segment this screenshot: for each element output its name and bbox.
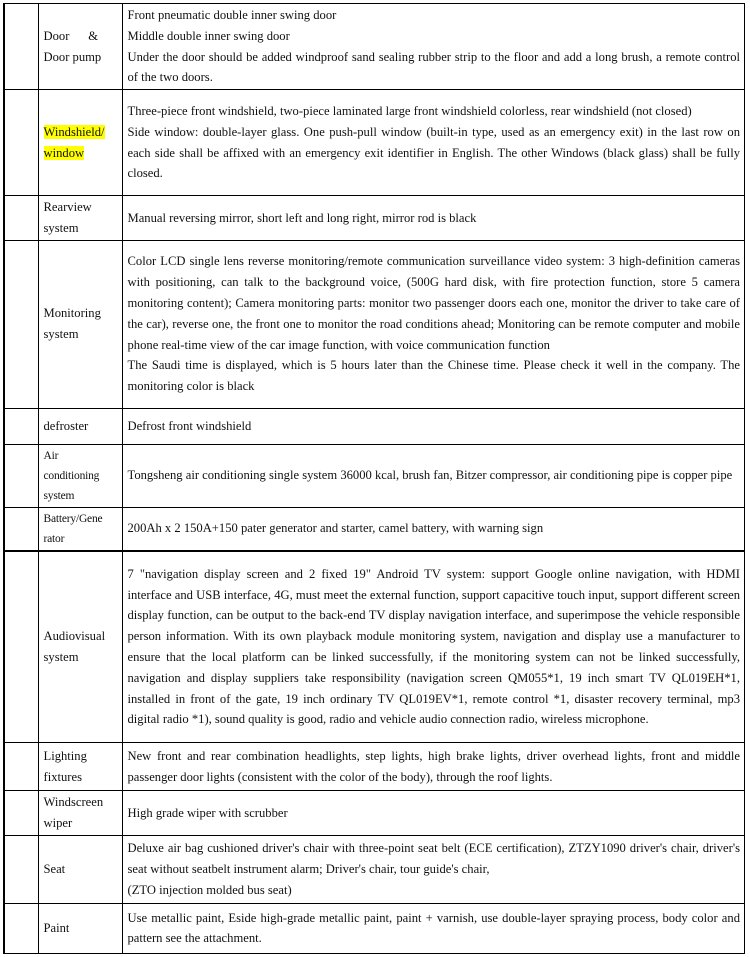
row-content <box>122 743 745 791</box>
row-content <box>122 791 745 836</box>
row-label-line: Seat <box>43 861 66 876</box>
table-row <box>4 903 745 953</box>
row-label-line: Monitoring <box>43 306 101 321</box>
row-gutter <box>4 743 38 791</box>
row-content <box>122 196 745 241</box>
row-label <box>38 444 122 507</box>
row-label-line: Audiovisual <box>43 629 106 644</box>
content-paragraph: Defrost front windshield <box>127 418 252 433</box>
row-gutter <box>4 551 38 743</box>
row-label-line: rator <box>43 532 65 545</box>
row-content <box>122 240 745 408</box>
content-paragraph: Under the door should be added windproof sand sealing rubber strip to the floor and add a long brush, a remote control of the two doors. <box>127 49 740 85</box>
row-label <box>38 90 122 196</box>
row-content <box>122 408 745 444</box>
table-row <box>4 835 745 903</box>
row-label-line: system <box>43 650 79 665</box>
row-label-line: Paint <box>43 920 70 935</box>
row-gutter <box>4 444 38 507</box>
row-label <box>38 835 122 903</box>
row-label-line: system <box>43 489 75 502</box>
table-row <box>4 240 745 408</box>
row-content <box>122 90 745 196</box>
row-gutter <box>4 4 38 90</box>
row-label-line: wiper <box>43 816 73 831</box>
row-content <box>122 444 745 507</box>
row-label-line: fixtures <box>43 769 82 784</box>
row-label-line: Windscreen <box>43 795 104 810</box>
content-paragraph: 200Ah x 2 150A+150 pater generator and starter, camel battery, with warning sign <box>127 521 544 536</box>
spec-table <box>3 3 745 954</box>
row-label-line: system <box>43 327 79 342</box>
table-row <box>4 196 745 241</box>
content-paragraph: Manual reversing mirror, short left and long right, mirror rod is black <box>127 210 477 225</box>
row-label <box>38 903 122 953</box>
row-content <box>122 551 745 743</box>
content-paragraph: Middle double inner swing door <box>127 28 290 43</box>
row-label <box>38 743 122 791</box>
content-paragraph: New front and rear combination headlights, step lights, high brake lights, driver overhead lights, front and middle passenger door lights (consistent with the color of the body), through the roof lights. <box>127 748 740 784</box>
highlighted-label: Windshield/ <box>43 124 105 139</box>
row-label <box>38 551 122 743</box>
row-label-line: Door pump <box>43 49 102 64</box>
row-label-line: Rearview <box>43 200 92 215</box>
row-label-line: defroster <box>43 418 89 433</box>
row-content <box>122 507 745 551</box>
row-label-line: Battery/Gene <box>43 512 103 525</box>
table-row <box>4 507 745 551</box>
row-gutter <box>4 196 38 241</box>
table-row <box>4 791 745 836</box>
table-row <box>4 743 745 791</box>
row-label-line: conditioning <box>43 469 100 482</box>
content-paragraph: Front pneumatic double inner swing door <box>127 8 337 22</box>
content-paragraph: 7 "navigation display screen and 2 fixed 19" Android TV system: support Google online navigation, with HDMI interface and USB interface, 4G, must meet the external function, support capacitive touch input, support different screen display function, can be output to the back-end TV display navigation interface, and superimpose the vehicle responsible person information. With its own playback module monitoring system, navigation and display use a manufacturer to ensure that the local platform can be linked successfully, if the monitoring system can not be linked successfully, navigation and display suppliers take responsibility (navigation screen QM055*1, 19 inch smart TV QL019EH*1, installed in front of the gate, 19 inch ordinary TV QL019EV*1, remote control *1, disaster recovery terminal, mp3 digital radio *1), sound quality is good, radio and vehicle audio connection radio, wireless microphone. <box>127 566 740 727</box>
table-row <box>4 444 745 507</box>
row-gutter <box>4 90 38 196</box>
table-row <box>4 408 745 444</box>
content-paragraph: The Saudi time is displayed, which is 5 hours later than the Chinese time. Please check it well in the company. The monitoring color is black <box>127 358 740 394</box>
highlighted-label: window <box>43 145 85 160</box>
row-label-line: system <box>43 220 79 235</box>
row-label-line: Lighting <box>43 748 87 763</box>
content-paragraph: (ZTO injection molded bus seat) <box>127 882 292 897</box>
content-paragraph: Three-piece front windshield, two-piece laminated large front windshield colorless, rear windshield (not closed) <box>127 104 692 119</box>
content-paragraph: Side window: double-layer glass. One push-pull window (built-in type, used as an emergency exit) in the last row on each side shall be affixed with an emergency exit identifier in English. The other Windows (black glass) shall be fully closed. <box>127 124 740 181</box>
content-paragraph: Color LCD single lens reverse monitoring/remote communication surveillance video system: 3 high-definition cameras with positioning, can talk to the background voice, (500G hard disk, with fire protection function, store 5 camera monitoring content); Camera monitoring parts: monitor two passenger doors each one, monitor the driver to take care of the car), reverse one, the front one to monitor the road conditions ahead; Monitoring can be remote computer and mobile phone real-time view of the car image function, with voice communication function <box>127 254 740 352</box>
row-label <box>38 196 122 241</box>
content-paragraph: Deluxe air bag cushioned driver's chair with three-point seat belt (ECE certification), ZTZY1090 driver's chair, driver's seat without seatbelt instrument alarm; Driver's chair, tour guide's chair, <box>127 841 740 876</box>
content-paragraph: Use metallic paint, Eside high-grade metallic paint, paint + varnish, use double-layer spraying process, body color and pattern see the attachment. <box>127 910 740 946</box>
row-content <box>122 4 745 90</box>
row-label-line: Door & <box>43 28 99 43</box>
row-gutter <box>4 507 38 551</box>
table-row <box>4 90 745 196</box>
row-label <box>38 240 122 408</box>
row-label <box>38 507 122 551</box>
content-paragraph: High grade wiper with scrubber <box>127 805 288 820</box>
row-gutter <box>4 835 38 903</box>
row-gutter <box>4 240 38 408</box>
content-paragraph: Tongsheng air conditioning single system 36000 kcal, brush fan, Bitzer compressor, air conditioning pipe is copper pipe <box>127 468 733 483</box>
row-content <box>122 835 745 903</box>
table-row <box>4 4 745 90</box>
row-label <box>38 408 122 444</box>
row-label-line: Air <box>43 449 59 462</box>
spec-sheet <box>3 3 745 954</box>
row-label <box>38 4 122 90</box>
row-gutter <box>4 903 38 953</box>
table-row <box>4 551 745 743</box>
row-gutter <box>4 408 38 444</box>
row-label <box>38 791 122 836</box>
row-gutter <box>4 791 38 836</box>
row-content <box>122 903 745 953</box>
